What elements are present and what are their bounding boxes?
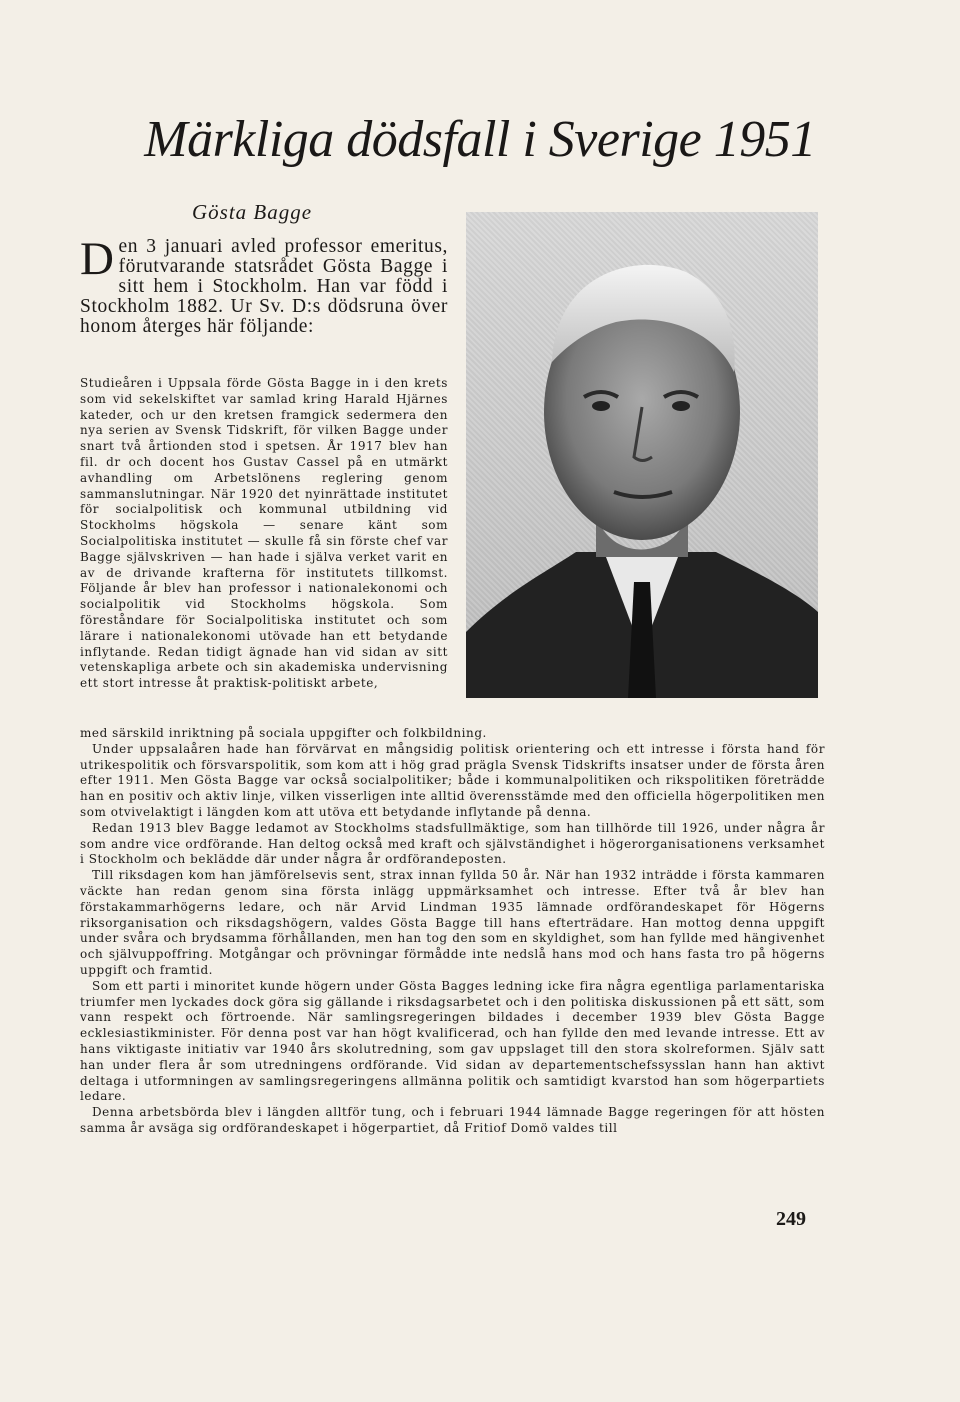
page-number: 249 [776, 1208, 806, 1230]
drop-cap: D [80, 233, 115, 285]
paragraph: Som ett parti i minoritet kunde högern under Gösta Bagges ledning icke fira några egentliga parlamentariska triumfer men lyckades dock göra sig gällande i riksdagsarbetet och i den politiska diskussionen på ett sätt, som vann respekt och förtroende. När samlingsregeringen bildades i december 1939 blev Gösta Bagge ecklesiastikminister. För denna post var han högt kvalificerad, och han fyllde den med levande intresse. Ett av hans viktigaste initiativ var 1940 års skolutredning, som gav uppslaget till den stora skolreformen. Själv satt han under flera år som utredningens ordförande. Vid sidan av departementschefssysslan hann han aktivt deltaga i utformningen av samlingsregeringens allmänna politik och samtidigt kvarstod han som högerpartiets ledare. [80, 978, 825, 1104]
portrait-photo [466, 212, 818, 698]
paragraph: Denna arbetsbörda blev i längden alltför tung, och i februari 1944 lämnade Bagge regeringen för att hösten samma år avsäga sig ordförandeskapet i högerpartiet, då Fritiof Domö valdes till [80, 1105, 825, 1135]
paragraph: Studieåren i Uppsala förde Gösta Bagge in i den krets som vid sekelskiftet var samlad kring Harald Hjärnes kateder, och ur den kretsen framgick sedermera den nya serien av Svensk Tidskrift, för vilken Bagge under snart två årtionden stod i spetsen. År 1917 blev han fil. dr och docent hos Gustav Cassel på en utmärkt avhandling om Arbetslönens reglering genom sammanslutningar. När 1920 det nyinrättade institutet för socialpolitisk och kommunal utbildning vid Stockholms högskola — senare känt som Socialpolitiska institutet — skulle få sin förste chef var Bagge självskriven — han hade i själva verket varit en av de drivande krafterna för institutets tillkomst. Följande år blev han professor i nationalekonomi och socialpolitik vid Stockholms högskola. Som föreståndare för Socialpolitiska institutet och som lärare i nationalekonomi utövade han ett betydande inflytande. Redan tidigt ägnade han vid sidan av sitt vetenskapliga arbete och sin akademiska undervisning ett stort intresse åt praktisk-politiskt arbete, [80, 376, 448, 691]
lead-paragraph [80, 233, 448, 337]
lead-text: en 3 januari avled professor emeritus, förutvarande statsrådet Gösta Bagge i sitt hem i Stockholm. Han var född i Stockholm 1882. Ur Sv. D:s dödsruna över honom återges här följande: [80, 236, 448, 337]
paragraph: med särskild inriktning på sociala uppgifter och folkbildning. [80, 726, 487, 740]
portrait-icon [466, 212, 818, 698]
body-column-wide [80, 726, 825, 1137]
page-title: Märkliga dödsfall i Sverige 1951 [144, 111, 816, 168]
paragraph: Till riksdagen kom han jämförelsevis sent, strax innan fyllda 50 år. När han 1932 inträdde i första kammaren väckte han redan genom sina första inlägg uppmärksamhet och intresse. Efter två år blev han förstakammarhögerns ledare, och när Arvid Lindman 1935 lämnade ordförandeskapet för Högerns riksorganisation och riksdagshögern, valdes Gösta Bagge till hans efterträdare. Han mottog denna uppgift under svåra och brydsamma förhållanden, men han tog den som en skyldighet, som han fyllde med hängivenhet och självuppoffring. Motgångar och prövningar förmådde inte nedslå hans mod och hans fasta tro på högerns uppgift och framtid. [80, 868, 825, 977]
paragraph: Redan 1913 blev Bagge ledamot av Stockholms stadsfullmäktige, som han tillhörde till 1926, under några år som andre vice ordförande. Han deltog också med kraft och självständighet i högerorganisationens verksamhet i Stockholm och beklädde där under några år ordförandeposten. [80, 820, 825, 867]
article-subtitle: Gösta Bagge [192, 200, 313, 224]
body-column-narrow [80, 376, 448, 692]
paragraph: Under uppsalaåren hade han förvärvat en mångsidig politisk orientering och ett intresse i första hand för utrikespolitik och försvarspolitik, som kom att i hög grad prägla Svensk Tidskrifts insatser under de första åren efter 1911. Men Gösta Bagge var också socialpolitiker; både i kommunalpolitiken och rikspolitiken företrädde han en positiv och aktiv linje, vilken visserligen inte alltid överensstämde med den officiella högerpolitiken men som otvivelaktigt i längden kom att utöva ett betydande inflytande på denna. [80, 741, 825, 819]
